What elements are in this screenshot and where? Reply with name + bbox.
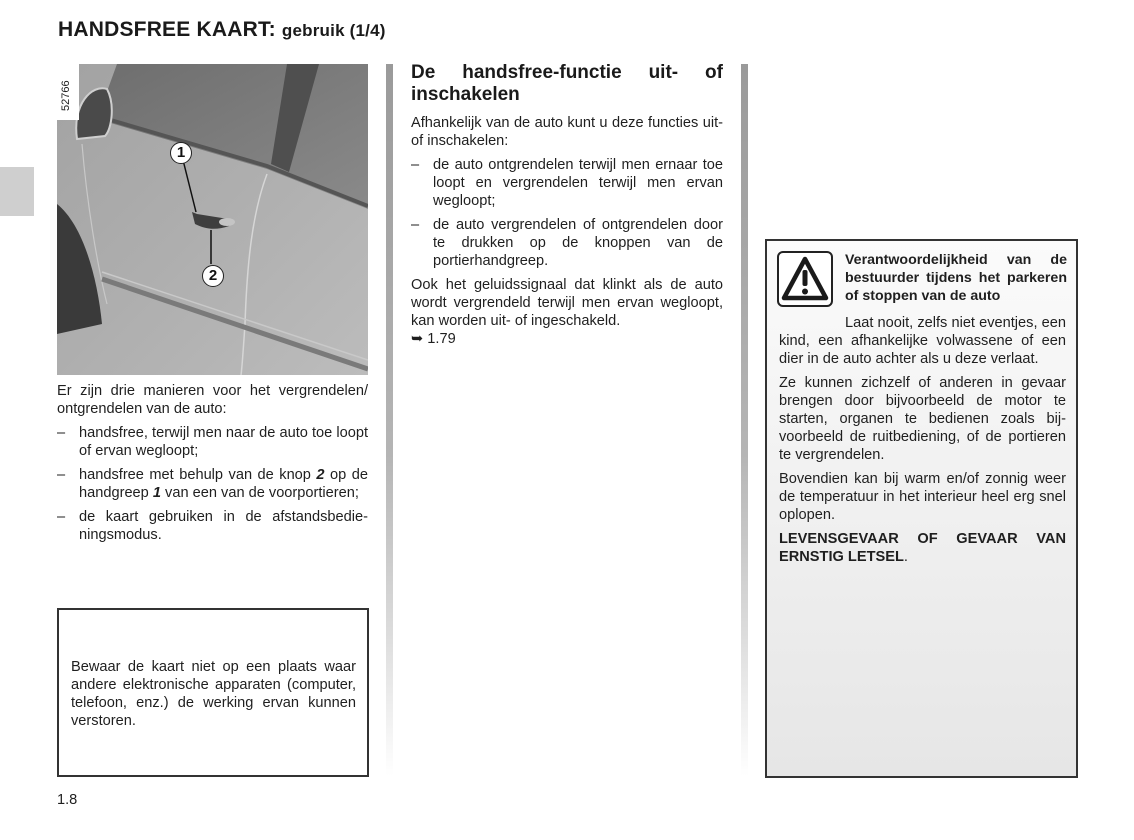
callout-1: 1 — [170, 142, 192, 164]
car-door-figure — [57, 64, 368, 375]
list-item: – handsfree met behulp van de knop 2 op de handgreep 1 van een van de voorportieren; — [57, 467, 368, 501]
page-title — [58, 18, 386, 42]
list-item: – handsfree, terwijl men naar de auto toe loopt of ervan wegloopt; — [57, 425, 368, 459]
section-heading: De handsfree-functie uit- of inschakelen — [411, 62, 723, 105]
warning-box — [765, 239, 1078, 778]
list-item: – de auto vergrendelen of ontgrendelen door te drukken op de knoppen van de portierhandgreep. — [411, 217, 723, 269]
page-title-sub: gebruik (1/4) — [281, 21, 386, 40]
note-box — [57, 608, 369, 777]
reference-button-2: 2 — [316, 467, 325, 483]
list-item: – de auto ontgrendelen terwijl men ernaar toe loopt en vergrendelen terwijl men ervan wegloopt; — [411, 157, 723, 209]
left-intro: Er zijn drie manieren voor het vergrendelen/ ontgrendelen van de auto: — [57, 383, 368, 417]
page-title-main: HANDSFREE KAART: — [58, 18, 276, 41]
chapter-side-tab — [0, 167, 34, 216]
warning-title: Verantwoordelijkheid van de bestuurder tijdens het parkeren of stoppen van de auto — [845, 252, 1067, 304]
left-column — [57, 382, 368, 550]
page-reference-link[interactable]: ➥ 1.79 — [411, 331, 456, 347]
middle-paragraph: Ook het geluidssignaal dat klinkt als de auto wordt vergrendeld terwijl men ervan wegloopt, kan worden uit- of ingeschakeld. ➥ 1.79 — [411, 277, 723, 347]
warning-paragraph: Ze kunnen zichzelf of anderen in gevaar brengen door bijvoorbeeld de motor te starten, organen te bedienen zoals bijvoorbeeld de ruitbediening, of de portieren te vergrendelen. — [779, 375, 1066, 463]
middle-intro: Afhankelijk van de auto kunt u deze functies uit- of inschakelen: — [411, 115, 723, 149]
column-separator-2 — [741, 64, 748, 776]
column-separator-1 — [386, 64, 393, 776]
list-item: – de kaart gebruiken in de afstandsbedieningsmodus. — [57, 509, 368, 543]
warning-body — [779, 314, 1066, 572]
reference-handle-1: 1 — [152, 485, 161, 501]
car-door-illustration — [57, 64, 368, 375]
warning-paragraph: Laat nooit, zelfs niet eventjes, een kind, een afhankelijke volwassene of een dier in de auto achter als u deze verlaat. — [779, 315, 1066, 367]
middle-column — [411, 62, 723, 354]
page-number: 1.8 — [57, 792, 78, 808]
note-text: Bewaar de kaart niet op een plaats waar andere elektronische apparaten (computer, telefoon, enz.) de werking ervan kunnen verstoren. — [71, 659, 356, 729]
callout-2: 2 — [202, 265, 224, 287]
arrow-icon: ➥ — [411, 331, 424, 347]
warning-emphasis: LEVENSGEVAAR OF GEVAAR VAN ERNSTIG LETSEL. — [779, 531, 1066, 565]
warning-paragraph: Bovendien kan bij warm en/of zonnig weer de temperatuur in het interieur heel erg snel oplopen. — [779, 471, 1066, 523]
figure-code: 52766 — [57, 64, 79, 120]
warning-triangle-icon — [777, 251, 833, 307]
